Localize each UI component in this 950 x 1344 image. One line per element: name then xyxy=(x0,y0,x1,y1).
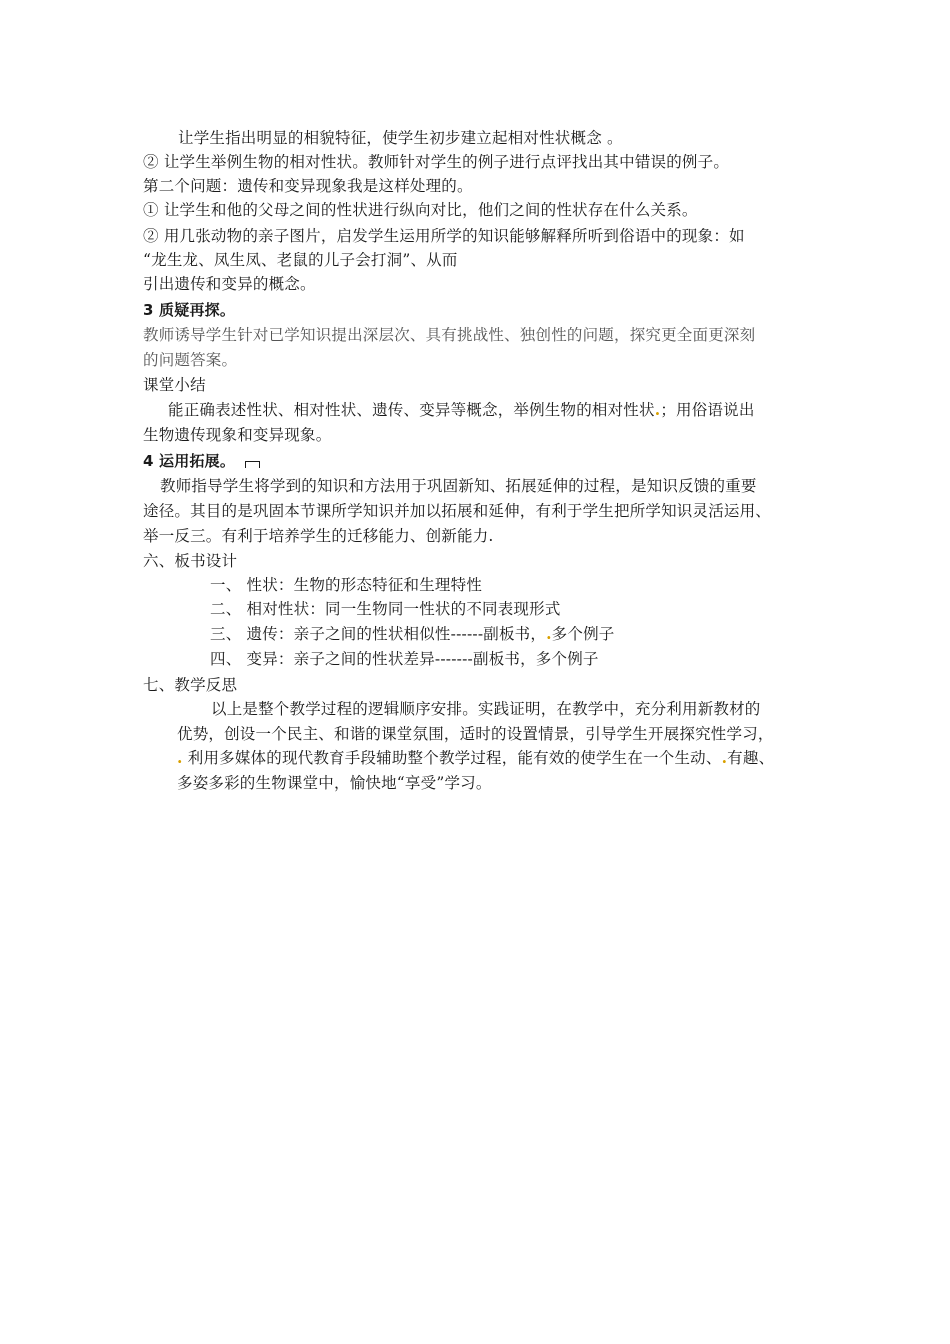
paragraph-text: 有趣、 xyxy=(727,749,775,767)
dot-mark: . xyxy=(654,400,661,419)
paragraph-line: 教师指导学生将学到的知识和方法用于巩固新知、拓展延伸的过程，是知识反馈的重要 xyxy=(160,477,757,495)
paragraph-text: ；用俗语说出 xyxy=(660,401,755,419)
section-heading: 3 质疑再探。 xyxy=(143,301,236,319)
paragraph-line: 优势，创设一个民主、和谐的课堂氛围，适时的设置情景，引导学生开展探究性学习， xyxy=(177,725,774,743)
paragraph-line: 举一反三。有利于培养学生的迁移能力、创新能力. xyxy=(143,527,494,545)
board-item xyxy=(210,624,614,644)
paragraph-line: 以上是整个教学过程的逻辑顺序安排。实践证明，在教学中，充分利用新教材的 xyxy=(211,700,761,718)
paragraph-line xyxy=(168,400,755,420)
paragraph-line: 让学生指出明显的相貌特征，使学生初步建立起相对性状概念 。 xyxy=(178,129,623,147)
bracket-mark xyxy=(245,461,260,468)
paragraph-line: 途径。其目的是巩固本节课所学知识并加以拓展和延伸，有利于学生把所学知识灵活运用、 xyxy=(143,502,772,520)
section-heading xyxy=(143,451,260,471)
paragraph-line: 教师诱导学生针对已学知识提出深层次、具有挑战性、独创性的问题，探究更全面更深刻 xyxy=(143,326,756,344)
paragraph-line: ② 用几张动物的亲子图片，启发学生运用所学的知识能够解释所听到俗语中的现象：如 xyxy=(143,227,745,245)
board-item: 二、 相对性状：同一生物同一性状的不同表现形式 xyxy=(210,600,561,618)
paragraph-text: 利用多媒体的现代教育手段辅助整个教学过程，能有效的使学生在一个生动、 xyxy=(187,749,722,767)
paragraph-line: “龙生龙、凤生凤、老鼠的儿子会打洞”、从而 xyxy=(143,251,458,269)
heading-text: 4 运用拓展。 xyxy=(143,452,236,470)
section-heading: 七、教学反思 xyxy=(143,676,238,694)
dot-mark: . xyxy=(721,748,728,767)
board-text: 三、 遗传：亲子之间的性状相似性------副板书， xyxy=(210,625,547,643)
dot-mark: . xyxy=(177,748,183,767)
paragraph-line: ② 让学生举例生物的相对性状。教师针对学生的例子进行点评找出其中错误的例子。 xyxy=(143,153,730,171)
board-text: 多个例子 xyxy=(551,625,615,643)
dot-mark: . xyxy=(546,624,552,643)
board-item: 一、 性状：生物的形态特征和生理特性 xyxy=(210,576,483,594)
section-heading: 六、板书设计 xyxy=(143,552,238,570)
paragraph-line: ① 让学生和他的父母之间的性状进行纵向对比，他们之间的性状存在什么关系。 xyxy=(143,201,698,219)
paragraph-line: 的问题答案。 xyxy=(143,351,238,369)
paragraph-line: 引出遗传和变异的概念。 xyxy=(143,275,316,293)
paragraph-line xyxy=(177,748,774,768)
paragraph-line: 多姿多彩的生物课堂中，愉快地“享受”学习。 xyxy=(177,774,492,792)
section-heading: 课堂小结 xyxy=(143,376,206,394)
paragraph-line: 第二个问题：遗传和变异现象我是这样处理的。 xyxy=(143,177,473,195)
board-item: 四、 变异：亲子之间的性状差异-------副板书，多个例子 xyxy=(210,650,599,668)
paragraph-line: 生物遗传现象和变异现象。 xyxy=(143,426,332,444)
paragraph-text: 能正确表述性状、相对性状、遗传、变异等概念，举例生物的相对性状 xyxy=(168,401,655,419)
